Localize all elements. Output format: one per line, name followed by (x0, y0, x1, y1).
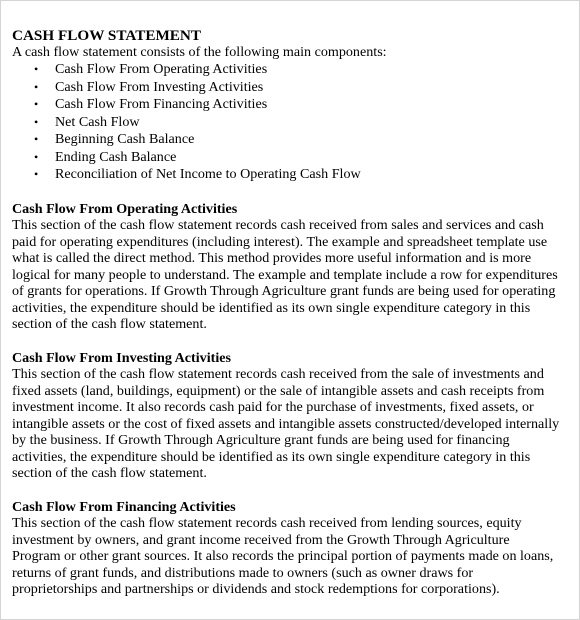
paragraph-line: Program or other grant sources. It also records the principal portion of payments made on loans, (12, 548, 554, 565)
paragraph-line: paid for operating expenditures (including interest). The example and spreadsheet template use (12, 233, 548, 250)
bullet-icon: • (34, 114, 39, 129)
investing-activities-section (12, 350, 574, 482)
section-heading: Cash Flow From Financing Activities (12, 498, 236, 515)
paragraph-line: by the business. If Growth Through Agriculture grant funds are being used for financing (12, 432, 510, 449)
bullet-icon: • (34, 79, 39, 94)
list-item-text: Cash Flow From Financing Activities (55, 96, 268, 113)
paragraph-line: what is called the direct method. This method provides more useful information and is more (12, 250, 532, 267)
operating-activities-section (12, 201, 574, 333)
paragraph-line: proprietorships and partnerships or dividends and stock redemptions for corporations). (12, 581, 500, 598)
list-item-text: Ending Cash Balance (55, 148, 177, 165)
bullet-icon: • (34, 149, 39, 164)
intro-text: A cash flow statement consists of the following main components: (12, 44, 387, 60)
section-heading: Cash Flow From Investing Activities (12, 349, 231, 366)
paragraph-line: section of the cash flow statement. (12, 465, 207, 482)
bullet-icon: • (34, 167, 39, 182)
list-item-text: Reconciliation of Net Income to Operating Cash Flow (55, 166, 361, 183)
document-content (12, 27, 574, 598)
paragraph-line: This section of the cash flow statement records cash received from the sale of investments and (12, 366, 544, 383)
paragraph-line: This section of the cash flow statement records cash received from lending sources, equity (12, 515, 522, 532)
bullet-icon: • (34, 132, 39, 147)
list-item-text: Net Cash Flow (55, 113, 140, 130)
list-item-text: Beginning Cash Balance (55, 131, 195, 148)
section-paragraph (12, 515, 574, 598)
list-item (12, 114, 574, 132)
bullet-icon: • (34, 62, 39, 77)
paragraph-line: activities, the expenditure should be identified as its own single expenditure category in this (12, 448, 531, 465)
paragraph-line: investment by owners, and grant income received from the Growth Through Agriculture (12, 531, 510, 548)
section-heading: Cash Flow From Operating Activities (12, 200, 238, 217)
paragraph-line: This section of the cash flow statement records cash received from sales and services and cash (12, 217, 544, 234)
paragraph-line: section of the cash flow statement. (12, 316, 207, 333)
list-item (12, 79, 574, 97)
bullet-icon: • (34, 97, 39, 112)
list-item (12, 149, 574, 167)
financing-activities-section (12, 499, 574, 598)
list-item (12, 131, 574, 149)
paragraph-line: activities, the expenditure should be identified as its own single expenditure category in this (12, 299, 531, 316)
paragraph-line: returns of grant funds, and distributions made to owners (such as owner draws for (12, 564, 474, 581)
list-item (12, 166, 574, 184)
paragraph-line: logical for many people to understand. The example and template include a row for expenditures (12, 266, 558, 283)
document-title: CASH FLOW STATEMENT (12, 27, 202, 44)
paragraph-line: of grants for operations. If Growth Through Agriculture grant funds are being used for operating (12, 283, 556, 300)
paragraph-line: investment income. It also records cash paid for the purchase of investments, fixed assets, or (12, 399, 534, 416)
paragraph-line: intangible assets or the cost of fixed assets and intangible assets constructed/developed internally (12, 415, 560, 432)
list-item (12, 61, 574, 79)
components-list (12, 61, 574, 184)
section-paragraph (12, 217, 574, 333)
list-item (12, 96, 574, 114)
paragraph-line: fixed assets (land, buildings, equipment) or the sale of intangible assets and cash receipts from (12, 382, 545, 399)
list-item-text: Cash Flow From Operating Activities (55, 61, 268, 78)
list-item-text: Cash Flow From Investing Activities (55, 78, 264, 95)
section-paragraph (12, 366, 574, 482)
